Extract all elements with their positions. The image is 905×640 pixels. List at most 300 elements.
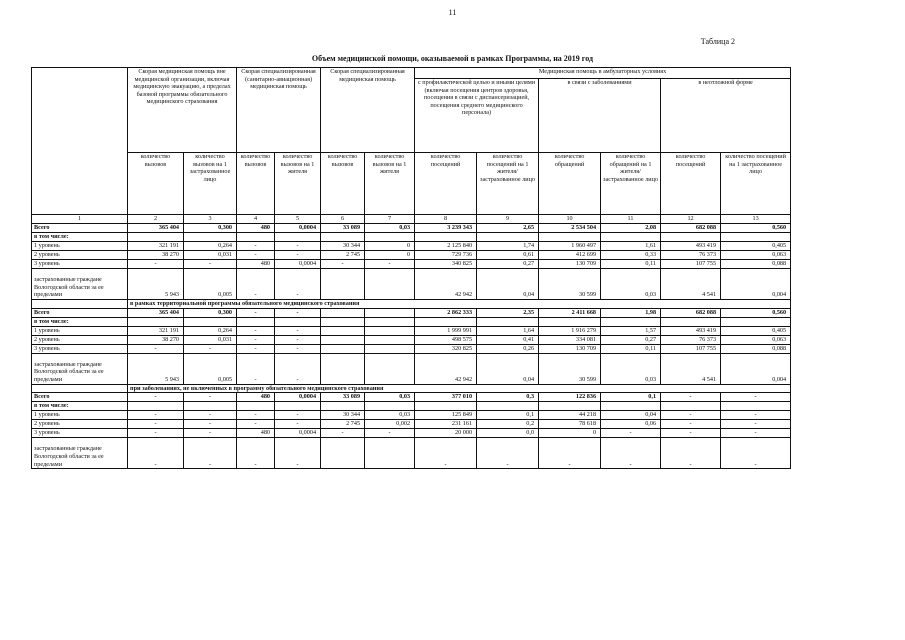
table-row [32,393,791,402]
table-cell: 78 618 [539,420,601,429]
table-cell: - [275,411,321,420]
table-cell: 1,98 [601,308,661,317]
table-cell [477,233,539,242]
table-cell: 1,61 [601,242,661,251]
table-cell: 30 344 [321,411,365,420]
block-oms [32,308,791,384]
table-cell [365,344,415,353]
table-cell: - [275,420,321,429]
header-measure: количество посещений на 1 жителя/ застрахованное лицо [477,153,539,215]
row-label: 3 уровень [32,344,128,353]
table-cell: 0,031 [184,335,237,344]
table-cell: 480 [237,260,275,269]
table-cell: 365 404 [128,308,184,317]
table-cell: 0,300 [184,224,237,233]
table-cell: - [539,438,601,469]
header-measure: количество обращений на 1 жителя/ застрахованное лицо [601,153,661,215]
table-cell: 107 755 [661,260,721,269]
table-cell: 377 010 [415,393,477,402]
table-cell: - [275,438,321,469]
table-row [32,353,791,384]
row-label: застрахованные граждане Вологодской области за ее пределами [32,438,128,469]
table-cell: 0,11 [601,344,661,353]
table-cell: - [721,393,791,402]
table-cell: 130 709 [539,344,601,353]
table-row [32,269,791,300]
table-cell: 0 [539,429,601,438]
table-cell: 30 344 [321,242,365,251]
table-row [32,308,791,317]
table-cell: 1,57 [601,326,661,335]
table-cell: 0,03 [365,393,415,402]
table-cell: - [128,420,184,429]
table-cell: - [237,326,275,335]
table-cell: 0,0 [477,429,539,438]
table-cell: - [661,411,721,420]
table-cell [539,317,601,326]
table-cell: - [721,438,791,469]
table-cell: 0,06 [601,420,661,429]
column-number-row [32,215,791,224]
table-cell: 0,27 [601,335,661,344]
table-cell: 5 943 [128,353,184,384]
table-cell: - [601,429,661,438]
section-title: в рамках территориальной программы обязательного медицинского страхования [128,300,791,309]
table-cell: - [237,344,275,353]
table-cell: 1 960 497 [539,242,601,251]
header-measure: количество вызовов на 1 застрахованное лицо [184,153,237,215]
page-number: 11 [448,8,457,17]
table-cell: 0,005 [184,353,237,384]
table-cell: 76 373 [661,335,721,344]
table-cell: 1,74 [477,242,539,251]
table-cell: - [184,420,237,429]
table-cell: 38 270 [128,251,184,260]
row-label: в том числе: [32,402,128,411]
table-cell: 480 [237,429,275,438]
table-cell: 42 942 [415,269,477,300]
table-cell: 122 836 [539,393,601,402]
table-cell: 493 419 [661,326,721,335]
table-cell: - [477,438,539,469]
table-cell: - [275,335,321,344]
table-row [32,411,791,420]
table-cell: 33 089 [321,393,365,402]
table-row [32,335,791,344]
table-cell [661,402,721,411]
table-cell [365,233,415,242]
table-cell [128,402,184,411]
table-cell: 0,1 [477,411,539,420]
table-cell: 20 000 [415,429,477,438]
table-cell: - [237,438,275,469]
table-cell [721,402,791,411]
row-label: 2 уровень [32,335,128,344]
table-cell: 0,004 [721,269,791,300]
table-row [32,438,791,469]
table-cell: - [601,438,661,469]
table-cell: 33 089 [321,224,365,233]
table-cell: 0,11 [601,260,661,269]
block-total [32,224,791,300]
row-label: 1 уровень [32,411,128,420]
table-cell [415,402,477,411]
table-cell: 44 218 [539,411,601,420]
table-cell [365,308,415,317]
row-label: Всего [32,393,128,402]
table-cell: 2 411 668 [539,308,601,317]
table-cell: 0,03 [365,224,415,233]
table-cell [539,233,601,242]
table-cell: 2 745 [321,420,365,429]
table-cell: 0,03 [601,269,661,300]
section-blank [32,300,128,309]
table-cell: 2,65 [477,224,539,233]
table-cell [365,438,415,469]
table-cell: 0,002 [365,420,415,429]
table-cell: 729 736 [415,251,477,260]
table-cell: - [415,438,477,469]
table-cell: - [661,429,721,438]
row-label: в том числе: [32,233,128,242]
table-cell [321,402,365,411]
header-measure: количество вызовов [128,153,184,215]
row-label: Всего [32,224,128,233]
table-cell: 0,405 [721,326,791,335]
table-cell: 0,063 [721,251,791,260]
table-cell: 0,26 [477,344,539,353]
table-cell: 321 191 [128,242,184,251]
table-cell: - [237,269,275,300]
table-cell: - [184,429,237,438]
table-cell: 125 849 [415,411,477,420]
table-cell: - [275,326,321,335]
table-row [32,260,791,269]
row-label: застрахованные граждане Вологодской области за ее пределами [32,353,128,384]
table-cell: 0,41 [477,335,539,344]
table-cell [275,402,321,411]
table-cell: 30 599 [539,269,601,300]
table-row [32,402,791,411]
table-cell: 682 088 [661,308,721,317]
table-cell: 0,0004 [275,393,321,402]
table-cell [601,317,661,326]
table-cell: 0,560 [721,224,791,233]
table-cell: - [365,260,415,269]
table-cell: - [237,411,275,420]
table-cell: - [184,438,237,469]
section-blank [32,384,128,393]
header-diseases: в связи с заболеваниями [539,79,661,153]
table-cell: 2,08 [601,224,661,233]
table-cell: - [128,411,184,420]
header-measure: количество вызовов на 1 жителя [275,153,321,215]
table-cell: - [237,242,275,251]
table-cell: - [275,251,321,260]
header-measure: количество вызовов [321,153,365,215]
row-label: 1 уровень [32,326,128,335]
column-number: 6 [321,215,365,224]
table-cell: 0,0004 [275,224,321,233]
header-outpatient: Медицинская помощь в амбулаторных условиях [415,68,791,79]
table-cell: 42 942 [415,353,477,384]
header-row-1 [32,68,791,79]
table-cell: - [721,429,791,438]
table-cell: - [128,429,184,438]
table-cell: 334 081 [539,335,601,344]
table-cell: 38 270 [128,335,184,344]
table-row [32,242,791,251]
table-cell: - [721,411,791,420]
table-cell: - [661,420,721,429]
table-cell: - [184,393,237,402]
table-cell [365,317,415,326]
table-cell [477,317,539,326]
table-cell [601,402,661,411]
table-cell [721,233,791,242]
table-cell [184,233,237,242]
table-cell [321,335,365,344]
table-cell: 0,264 [184,326,237,335]
header-measure: количество посещений [415,153,477,215]
table-cell [415,317,477,326]
table-cell: - [275,242,321,251]
section-row-oms [32,300,791,309]
table-cell: 2 862 333 [415,308,477,317]
table-cell [539,402,601,411]
table-cell: - [237,251,275,260]
table-cell: 0,560 [721,308,791,317]
table-cell [184,317,237,326]
table-cell: - [128,438,184,469]
column-number: 1 [32,215,128,224]
table-row [32,326,791,335]
table-cell: 682 088 [661,224,721,233]
table-cell: 480 [237,224,275,233]
table-cell: - [128,260,184,269]
table-cell: - [275,353,321,384]
table-cell: - [321,260,365,269]
table-cell: 0,04 [601,411,661,420]
table-cell [321,438,365,469]
table-cell: 0,0004 [275,429,321,438]
row-label: застрахованные граждане Вологодской области за ее пределами [32,269,128,300]
header-measure: количество вызовов [237,153,275,215]
table-cell: 1,64 [477,326,539,335]
table-cell [275,317,321,326]
table-cell: - [275,308,321,317]
table-cell [721,317,791,326]
header-ambulance-specialized: Скорая специализированная медицинская помощь [321,68,415,153]
table-cell: 0,405 [721,242,791,251]
row-label: 3 уровень [32,429,128,438]
table-cell: 0,300 [184,308,237,317]
table-row [32,317,791,326]
table-cell: - [237,420,275,429]
table-cell: 4 541 [661,269,721,300]
row-label: Всего [32,308,128,317]
table-cell: 0,04 [477,353,539,384]
table-cell [237,402,275,411]
table-cell: 0 [365,242,415,251]
table-cell: 0,27 [477,260,539,269]
table-cell: 2 534 504 [539,224,601,233]
row-label: 3 уровень [32,260,128,269]
table-cell: 493 419 [661,242,721,251]
table-cell: 0,063 [721,335,791,344]
table-cell: 0,04 [477,269,539,300]
row-label: 2 уровень [32,251,128,260]
table-cell: 130 709 [539,260,601,269]
table-cell: 2 745 [321,251,365,260]
table-cell: 5 943 [128,269,184,300]
column-number: 8 [415,215,477,224]
table-cell: - [237,335,275,344]
table-cell: 321 191 [128,326,184,335]
table-cell: 30 599 [539,353,601,384]
header-measure: количество вызовов на 1 жителя [365,153,415,215]
section-title: при заболеваниях, не включенных в программу обязательного медицинского страхования [128,384,791,393]
table-cell [477,402,539,411]
header-blank-cell [32,68,128,215]
table-row [32,233,791,242]
table-cell [128,317,184,326]
table-cell [321,344,365,353]
table-cell: 0,088 [721,344,791,353]
table-cell [365,353,415,384]
column-number: 10 [539,215,601,224]
table-cell: - [661,393,721,402]
table-cell: 0,33 [601,251,661,260]
table-row [32,420,791,429]
table-cell: 0,004 [721,353,791,384]
table-cell: 4 541 [661,353,721,384]
document-title: Объем медицинской помощи, оказываемой в рамках Программы, на 2019 год [311,54,594,63]
table-label: Таблица 2 [700,37,735,46]
table-cell: 0,2 [477,420,539,429]
table-cell [365,326,415,335]
table-cell: 2 125 840 [415,242,477,251]
table-cell [184,402,237,411]
header-urgent: в неотложной форме [661,79,791,153]
column-number: 2 [128,215,184,224]
table-cell: - [275,344,321,353]
table-cell: 0 [365,251,415,260]
table-cell: - [184,344,237,353]
table-cell [321,269,365,300]
table-cell: 0,264 [184,242,237,251]
table-cell: 231 161 [415,420,477,429]
table-cell: 107 755 [661,344,721,353]
table-cell [237,233,275,242]
table-cell [321,233,365,242]
table-cell: 480 [237,393,275,402]
table-cell: 1 916 279 [539,326,601,335]
table-row [32,344,791,353]
table-cell [601,233,661,242]
table-cell [661,317,721,326]
table-cell [321,326,365,335]
table-cell: 0,005 [184,269,237,300]
table-cell: - [275,269,321,300]
medical-volume-table [31,67,791,469]
table-row [32,251,791,260]
column-number: 13 [721,215,791,224]
table-cell: - [237,353,275,384]
header-measure: количество посещений на 1 застрахованное лицо [721,153,791,215]
block-non-oms [32,393,791,469]
column-number: 9 [477,215,539,224]
table-cell: - [321,429,365,438]
table-cell: 0,1 [601,393,661,402]
table-cell: - [661,438,721,469]
header-ambulance-basic: Скорая медицинская помощь вне медицинской организации, включая медицинскую эвакуацию, а пределах базовой программы обязательного медицинского страхования [128,68,237,153]
table-cell: 0,61 [477,251,539,260]
column-number: 4 [237,215,275,224]
table-cell [321,308,365,317]
column-number: 7 [365,215,415,224]
table-cell: 340 825 [415,260,477,269]
section-row-non-oms [32,384,791,393]
header-ambulance-aviation: Скорая специализированная (санитарно-авиационная) медицинская помощь [237,68,321,153]
table-row [32,429,791,438]
table-cell: 0,0004 [275,260,321,269]
column-number: 3 [184,215,237,224]
table-cell: 320 825 [415,344,477,353]
table-cell [275,233,321,242]
table-cell [237,317,275,326]
table-cell [365,335,415,344]
header-measure: количество посещений [661,153,721,215]
table-cell: 0,088 [721,260,791,269]
table-cell: 0,031 [184,251,237,260]
table-cell: - [128,393,184,402]
table-cell: 412 699 [539,251,601,260]
table-cell [128,233,184,242]
table-cell: 1 999 991 [415,326,477,335]
table-cell [321,317,365,326]
table-cell: - [721,420,791,429]
table-cell: 365 404 [128,224,184,233]
table-cell: - [128,344,184,353]
header-row-3 [32,153,791,215]
row-label: 2 уровень [32,420,128,429]
table-cell: - [184,411,237,420]
table-cell: - [237,308,275,317]
row-label: в том числе: [32,317,128,326]
table-cell [365,402,415,411]
table-cell: - [365,429,415,438]
table-cell: 76 373 [661,251,721,260]
table-cell: 0,3 [477,393,539,402]
table-cell: 0,03 [365,411,415,420]
header-preventive: с профилактической целью и иными целями (включая посещения центров здоровья, посещения в связи с диспансеризацией, посещения среднего медицинского персонала) [415,79,539,153]
header-measure: количество обращений [539,153,601,215]
table-cell: - [184,260,237,269]
table-cell [661,233,721,242]
table-cell [321,353,365,384]
table-cell: 498 575 [415,335,477,344]
column-number: 5 [275,215,321,224]
table-cell [415,233,477,242]
table-cell: 3 239 343 [415,224,477,233]
table-row [32,224,791,233]
table-cell: 0,03 [601,353,661,384]
column-number: 11 [601,215,661,224]
table-cell [365,269,415,300]
row-label: 1 уровень [32,242,128,251]
table-cell: 2,35 [477,308,539,317]
